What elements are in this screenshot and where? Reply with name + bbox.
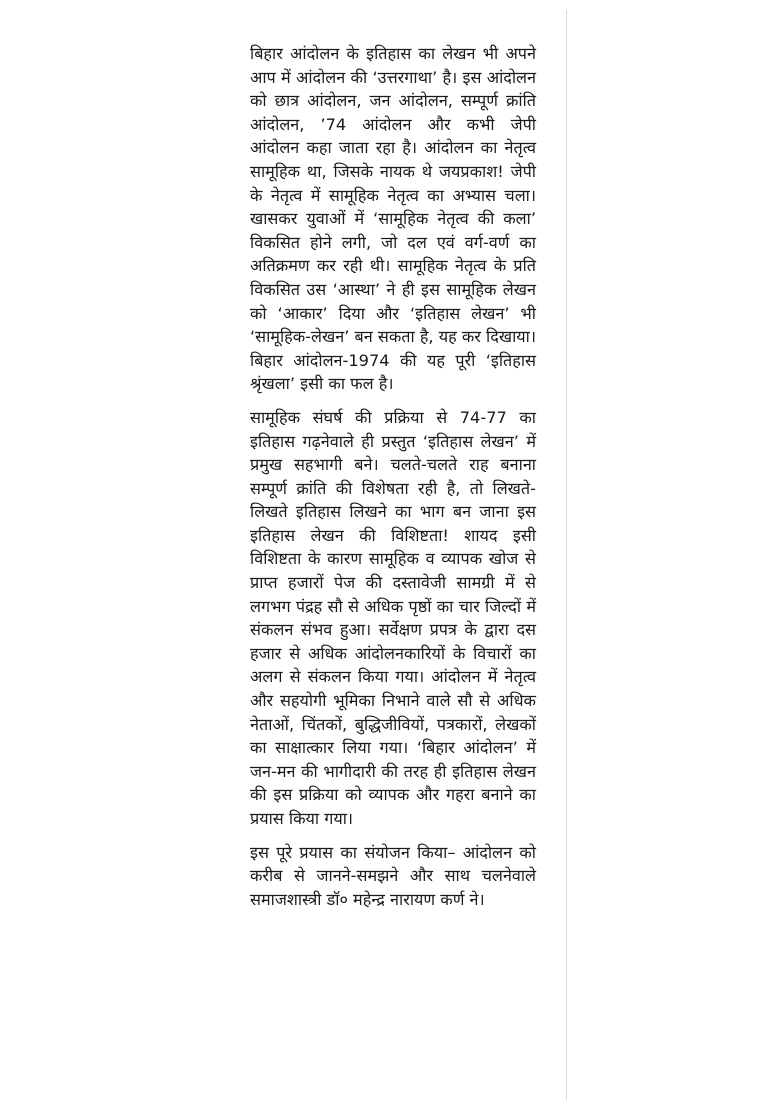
paragraph-3: इस पूरे प्रयास का संयोजन किया– आंदोलन को करीब से जानने-समझने और साथ चलनेवाले समाजशास्त्री डॉ० महेन्द्र नारायण कर्ण ने। [250,842,536,909]
text-column [250,42,536,911]
paragraph-2: सामूहिक संघर्ष की प्रक्रिया से 74-77 का इतिहास गढ़नेवाले ही प्रस्तुत ‘इतिहास लेखन’ में प्रमुख सहभागी बने। चलते-चलते राह बनाना सम्पूर्ण क्रांति की विशेषता रही है, तो लिखते-लिखते इतिहास लिखने का भाग बन जाना इस इतिहास लेखन की विशिष्टता! शायद इसी विशिष्टता के कारण सामूहिक व व्यापक खोज से प्राप्त हजारों पेज की दस्तावेजी सामग्री में से लगभग पंद्रह सौ से अधिक पृष्ठों का चार जिल्दों में संकलन संभव हुआ। सर्वेक्षण प्रपत्र के द्वारा दस हजार से अधिक आंदोलनकारियों के विचारों का अलग से संकलन किया गया। आंदोलन में नेतृत्व और सहयोगी भूमिका निभाने वाले सौ से अधिक नेताओं, चिंतकों, बुद्धिजीवियों, पत्रकारों, लेखकों का साक्षात्कार लिया गया। ‘बिहार आंदोलन’ में जन-मन की भागीदारी की तरह ही इतिहास लेखन की इस प्रक्रिया को व्यापक और गहरा बनाने का प्रयास किया गया। [250,407,536,828]
paragraph-1: बिहार आंदोलन के इतिहास का लेखन भी अपने आप में आंदोलन की ‘उत्तरगाथा’ है। इस आंदोलन को छात्र आंदोलन, जन आंदोलन, सम्पूर्ण क्रांति आंदोलन, ’74 आंदोलन और कभी जेपी आंदोलन कहा जाता रहा है। आंदोलन का नेतृत्व सामूहिक था, जिसके नायक थे जयप्रकाश! जेपी के नेतृत्व में सामूहिक नेतृत्व का अभ्यास चला। खासकर युवाओं में ‘सामूहिक नेतृत्व की कला’ विकसित होने लगी, जो दल एवं वर्ग-वर्ण का अतिक्रमण कर रही थी। सामूहिक नेतृत्व के प्रति विकसित उस ‘आस्था’ ने ही इस सामूहिक लेखन को ‘आकार’ दिया और ‘इतिहास लेखन’ भी ‘सामूहिक-लेखन’ बन सकता है, यह कर दिखाया। बिहार आंदोलन-1974 की यह पूरी ‘इतिहास श्रृंखला’ इसी का फल है। [250,44,536,394]
scan-edge-line [566,10,567,1100]
